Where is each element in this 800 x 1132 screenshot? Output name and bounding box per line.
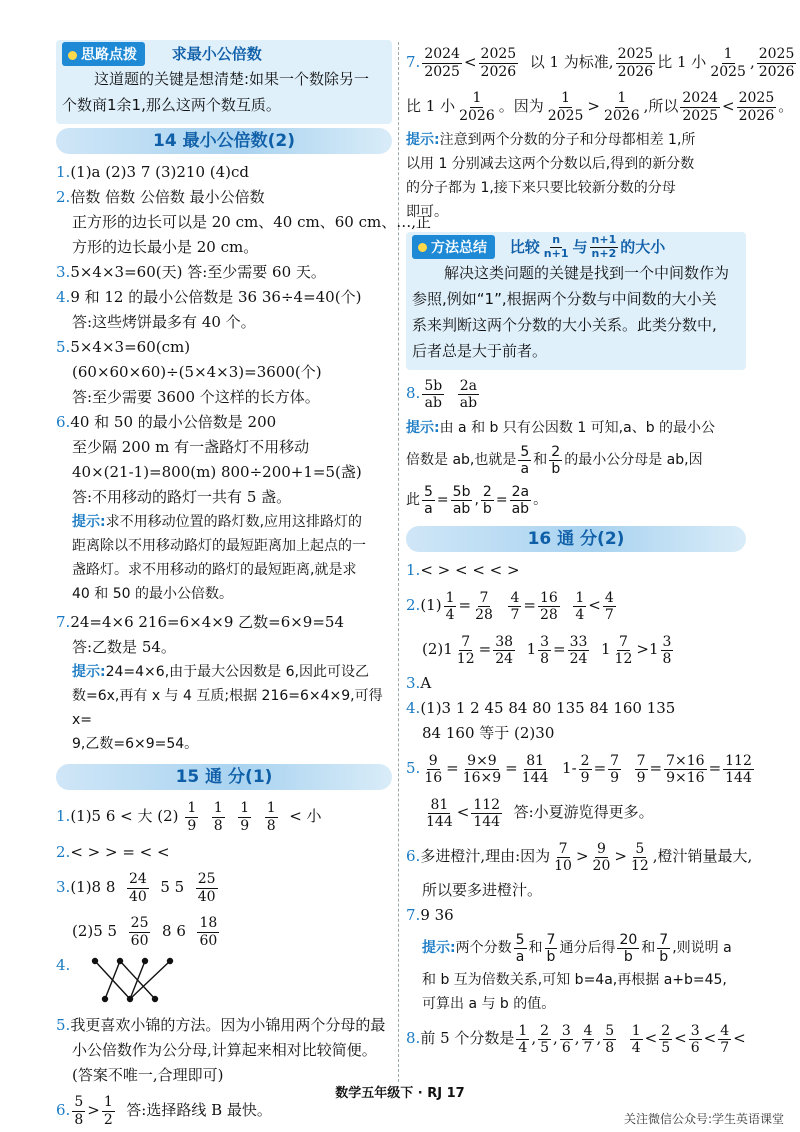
bulb-icon: [68, 51, 77, 60]
fraction: $\frac{1}{8}$: [213, 800, 223, 834]
tip-line: 这道题的关键是想清楚:如果一个数除另一: [94, 70, 370, 88]
answer-14-8: 8. $\frac{5b}{ab}$ $\frac{2a}{ab}$: [406, 377, 478, 411]
fraction: $\frac{7\times 16}{9\times 16}$: [666, 752, 705, 786]
answer-line: 答:至少需要 3600 个这样的长方体。: [72, 388, 320, 406]
fraction: $\frac{1}{2026}$: [459, 90, 495, 124]
answer-16-3: 3.A: [406, 674, 432, 693]
section-header-15: 15 通 分(1): [56, 764, 392, 790]
answer-16-5: 5. $\frac{9}{16}$ = $\frac{9\times 9}{16\times 9}$ = $\frac{81}{144}$ 1- $\frac{2}{9}$ = $\frac{7}{9}$ $\frac{7}{9}$ = $\frac{7\times 16}{9\times 16}$ = $\frac{112}{144}$: [406, 752, 752, 786]
tip-title: 求最小公倍数: [171, 45, 262, 63]
fraction: $\frac{5b}{ab}$: [424, 377, 443, 411]
answer-line: (60×60×60)÷(5×4×3)=3600(个): [72, 363, 322, 381]
hint-line: 此 $\frac{5}{a}$ = $\frac{5b}{ab}$ , $\frac{2}{b}$ = $\frac{2a}{ab}$ 。: [406, 483, 548, 517]
fraction: $\frac{20}{b}$: [619, 931, 638, 965]
fraction: $\frac{5}{a}$: [424, 483, 433, 517]
answer-15-5: 5.我更喜欢小锦的方法。因为小锦用两个分母的最: [56, 1016, 386, 1034]
fraction: $\frac{2a}{ab}$: [459, 377, 478, 411]
answer-16-2: 2.(1) $\frac{1}{4}$ = $\frac{7}{28}$ $\frac{4}{7}$ = $\frac{16}{28}$ $\frac{1}{4}$ < $\frac{4}{7}$: [406, 589, 614, 623]
fraction: $\frac{2}{5}$: [661, 1022, 671, 1056]
answer-line: 答:不用移动的路灯一共有 5 盏。: [72, 488, 292, 506]
fraction: $\frac{1}{2}$: [103, 1094, 113, 1128]
method-line: 后者总是大于前者。: [412, 342, 548, 361]
fraction: $\frac{2024}{2025}$: [682, 90, 719, 124]
fraction: $\frac{1}{4}$: [631, 1022, 641, 1056]
fraction: $\frac{112}{144}$: [725, 752, 752, 786]
answer-5: 5.5×4×3=60(cm): [56, 338, 191, 356]
answer-15-1: 1.(1)5 6 < 大 (2) $\frac{1}{9}$ $\frac{1}{8}$ $\frac{1}{9}$ $\frac{1}{8}$ < 小: [56, 800, 322, 834]
fraction: $\frac{18}{60}$: [199, 915, 218, 949]
answer-line: (答案不唯一,合理即可): [72, 1066, 224, 1084]
fraction: $\frac{7}{b}$: [546, 931, 556, 965]
right-column: [406, 40, 795, 1060]
tip-tag: 思路点拨: [62, 42, 145, 66]
hint-line: 距离除以不用移动路灯的最短距离加上起点的一: [72, 538, 366, 554]
answer-3: 3.5×4×3=60(天) 答:至少需要 60 天。: [56, 263, 326, 281]
answer-15-3: 3.(1)8 8 $\frac{24}{40}$ 5 5 $\frac{25}{40}$: [56, 871, 216, 905]
answer-7: 7.24=4×6 216=6×4×9 乙数=6×9=54: [56, 613, 345, 631]
fraction: $\frac{7}{10}$: [554, 840, 572, 874]
fraction: $\frac{1}{4}$: [445, 589, 455, 623]
fraction: $\frac{3}{6}$: [690, 1022, 700, 1056]
answer-line: 至少隔 200 m 有一盏路灯不用移动: [72, 438, 310, 456]
tip-box-method: [406, 232, 746, 370]
hint-r8: 提示:由 a 和 b 只有公因数 1 可知,a、b 的最小公: [406, 420, 716, 437]
answer-line: 正方形的边长可以是 20 cm、40 cm、60 cm、…,正: [72, 213, 431, 231]
answer-line: 答:乙数是 54。: [72, 638, 176, 656]
method-line: 系来判断这两个分数的大小关系。此类分数中,: [412, 316, 717, 335]
fraction: $\frac{1}{4}$: [518, 1022, 528, 1056]
fraction: $\frac{81}{144}$: [521, 752, 549, 786]
answer-4: 4.9 和 12 的最小公倍数是 36 36÷4=40(个): [56, 288, 362, 306]
fraction: $\frac{7}{9}$: [610, 752, 620, 786]
fraction: $\frac{7}{28}$: [475, 589, 493, 623]
fraction: $\frac{7}{b}$: [659, 931, 669, 965]
answer-16-6: 6.多进橙汁,理由:因为 $\frac{7}{10}$ > $\frac{9}{20}$ > $\frac{5}{12}$ ,橙汁销量最大,: [406, 840, 753, 874]
answer-2: 2.倍数 倍数 公倍数 最小公倍数: [56, 188, 265, 206]
answer-15-2: 2.< > > = < <: [56, 843, 170, 861]
fraction: $\frac{n+1}{n+2}$: [591, 233, 617, 260]
hint-16-7: 提示:两个分数 $\frac{5}{a}$ 和 $\frac{7}{b}$ 通分后得 $\frac{20}{b}$ 和 $\frac{7}{b}$ ,则说明 a: [422, 931, 732, 965]
hint-6: 提示:求不用移动位置的路灯数,应用这排路灯的: [72, 514, 363, 530]
fraction: $\frac{24}{40}$: [128, 871, 147, 905]
fraction: $\frac{5b}{ab}$: [452, 483, 471, 517]
answer-15-3b: (2)5 5 $\frac{25}{60}$ 8 6 $\frac{18}{60}$: [72, 915, 218, 949]
fraction: $\frac{2025}{2026}$: [480, 46, 517, 80]
fraction: $\frac{25}{60}$: [130, 915, 149, 949]
fraction: $\frac{1}{2025}$: [547, 90, 584, 124]
hint-7: 提示:24=4×6,由于最大公因数是 6,因此可设乙: [72, 664, 369, 680]
hint-line: 和 b 互为倍数关系,可知 b=4a,再根据 a+b=45,: [422, 972, 727, 989]
answer-14-7b: 比 1 小 $\frac{1}{2026}$ 。因为 $\frac{1}{2025}$ > $\frac{1}{2026}$ ,所以 $\frac{2024}{2025}$ < $\frac{2025}{2026}$ 。: [406, 90, 794, 124]
fraction: $\frac{2024}{2025}$: [424, 46, 460, 80]
tip-line: 个数商1余1,那么这两个数互质。: [62, 96, 281, 114]
fraction: $\frac{2a}{ab}$: [511, 483, 530, 517]
fraction: $\frac{81}{144}$: [426, 796, 453, 830]
hint-line: 的分子都为 1,接下来只要比较新分数的分母: [406, 180, 676, 196]
method-line: 参照,例如“1”,根据两个分数与中间数的大小关: [412, 290, 717, 309]
fraction: $\frac{2025}{2026}$: [758, 46, 795, 80]
page-footer: 数学五年级下 · RJ 17: [335, 1086, 465, 1101]
hint-line: 盏路灯。求不用移动的路灯的最短距离,就是求: [72, 562, 357, 578]
fraction: $\frac{3}{8}$: [662, 633, 672, 667]
fraction: $\frac{112}{144}$: [473, 796, 501, 830]
fraction: $\frac{5}{12}$: [630, 840, 649, 874]
hint-line: 数=6x,再有 x 与 4 互质;根据 216=6×4×9,可得 x=: [72, 688, 383, 728]
fraction: $\frac{16}{28}$: [539, 589, 558, 623]
fraction: $\frac{7}{12}$: [456, 633, 475, 667]
answer-16-7: 7.9 36: [406, 906, 454, 925]
fraction: $\frac{1}{2025}$: [710, 46, 746, 80]
fraction: $\frac{9}{20}$: [592, 840, 611, 874]
section-header-14: 14 最小公倍数(2): [56, 128, 392, 154]
hint-line: 40 和 50 的最小公倍数。: [72, 586, 233, 602]
section-header-16: 16 通 分(2): [406, 526, 746, 552]
column-divider: [398, 42, 399, 1082]
fraction: $\frac{5}{a}$: [515, 931, 525, 965]
fraction: $\frac{1}{9}$: [187, 800, 197, 834]
answer-6: 6.40 和 50 的最小公倍数是 200: [56, 413, 277, 431]
fraction: $\frac{2025}{2026}$: [738, 90, 775, 124]
fraction: $\frac{5}{a}$: [520, 443, 530, 477]
watermark-text: 关注微信公众号:学生英语课堂: [623, 1112, 784, 1126]
fraction: $\frac{5}{8}$: [74, 1094, 84, 1128]
method-line: 解决这类问题的关键是找到一个中间数作为: [444, 264, 730, 283]
fraction: $\frac{2}{b}$: [551, 443, 561, 477]
hint-line: 以用 1 分别减去这两个分数以后,得到的新分数: [406, 156, 695, 172]
answer-16-8: 8.前 5 个分数是 $\frac{1}{4}$ , $\frac{2}{5}$ , $\frac{3}{6}$ , $\frac{4}{7}$ , $\frac{5}{8}$ $\frac{1}{4}$ < $\frac{2}{5}$ < $\frac{3}{6}$ < $\frac{4}{7}$ <: [406, 1022, 746, 1056]
matching-lines-diagram: [75, 953, 185, 1009]
answer-line: 方形的边长最小是 20 cm。: [72, 238, 259, 256]
hint-line: 即可。: [406, 204, 448, 220]
answer-16-1: 1.< > < < < >: [406, 561, 520, 580]
bulb-icon: [418, 243, 427, 252]
answer-15-4: 4.: [56, 953, 392, 1013]
fraction: $\frac{3}{6}$: [561, 1022, 571, 1056]
answer-line: 84 160 等于 (2)30: [422, 724, 555, 743]
answer-16-4: 4.(1)3 1 2 45 84 80 135 84 160 135: [406, 699, 676, 718]
answer-1: 1.(1)a (2)3 7 (3)210 (4)cd: [56, 163, 250, 181]
fraction: $\frac{2025}{2026}$: [617, 46, 654, 80]
method-tag: 方法总结: [412, 235, 495, 259]
fraction: $\frac{n}{n+1}$: [543, 233, 569, 260]
answer-15-6: 6. $\frac{5}{8}$ > $\frac{1}{2}$ 答:选择路线 B 最快。: [56, 1094, 272, 1128]
fraction: $\frac{9\times 9}{16\times 9}$: [462, 752, 502, 786]
fraction: $\frac{4}{7}$: [583, 1022, 593, 1056]
hint-r7: 提示:注意到两个分数的分子和分母都相差 1,所: [406, 132, 696, 148]
fraction: $\frac{33}{24}$: [569, 633, 588, 667]
fraction: $\frac{1}{4}$: [575, 589, 585, 623]
fraction: $\frac{7}{9}$: [636, 752, 646, 786]
fraction: $\frac{1}{8}$: [266, 800, 276, 834]
hint-line: 倍数是 ab,也就是 $\frac{5}{a}$ 和 $\frac{2}{b}$ 的最小公分母是 ab,因: [406, 443, 703, 477]
answer-line: 答:这些烤饼最多有 40 个。: [72, 313, 256, 331]
fraction: $\frac{25}{40}$: [197, 871, 216, 905]
answer-14-7: 7. $\frac{2024}{2025}$ < $\frac{2025}{2026}$ 以 1 为标准, $\frac{2025}{2026}$ 比 1 小 $\frac{1}{2025}$ , $\frac{2025}{2026}$: [406, 46, 795, 80]
tip-box-thinking: [56, 40, 392, 124]
fraction: $\frac{38}{24}$: [495, 633, 514, 667]
answer-line: 40×(21-1)=800(m) 800÷200+1=5(盏): [72, 463, 362, 481]
fraction: $\frac{1}{9}$: [240, 800, 250, 834]
fraction: $\frac{2}{9}$: [580, 752, 590, 786]
answer-line: 小公倍数作为公分母,计算起来相对比较简便。: [72, 1041, 377, 1059]
fraction: $\frac{4}{7}$: [510, 589, 520, 623]
fraction: $\frac{9}{16}$: [424, 752, 443, 786]
answer-16-5b: $\frac{81}{144}$ < $\frac{112}{144}$ 答:小夏游览得更多。: [426, 796, 654, 830]
answer-line: 所以要多进橙汁。: [422, 881, 543, 900]
fraction: $\frac{5}{8}$: [605, 1022, 615, 1056]
hint-line: 可算出 a 与 b 的值。: [422, 996, 556, 1013]
method-title: 比较 $\frac{n}{n+1}$ 与 $\frac{n+1}{n+2}$ 的大小: [509, 233, 666, 260]
hint-line: 9,乙数=6×9=54。: [72, 736, 199, 752]
fraction: $\frac{2}{5}$: [540, 1022, 550, 1056]
answer-16-2b: (2)1 $\frac{7}{12}$ = $\frac{38}{24}$ 1 $\frac{3}{8}$ = $\frac{33}{24}$ 1 $\frac{7}{12}$ >1 $\frac{3}{8}$: [422, 633, 672, 667]
fraction: $\frac{1}{2026}$: [603, 90, 640, 124]
fraction: $\frac{7}{12}$: [614, 633, 633, 667]
fraction: $\frac{4}{7}$: [720, 1022, 730, 1056]
fraction: $\frac{2}{b}$: [482, 483, 492, 517]
fraction: $\frac{4}{7}$: [604, 589, 614, 623]
fraction: $\frac{3}{8}$: [540, 633, 550, 667]
